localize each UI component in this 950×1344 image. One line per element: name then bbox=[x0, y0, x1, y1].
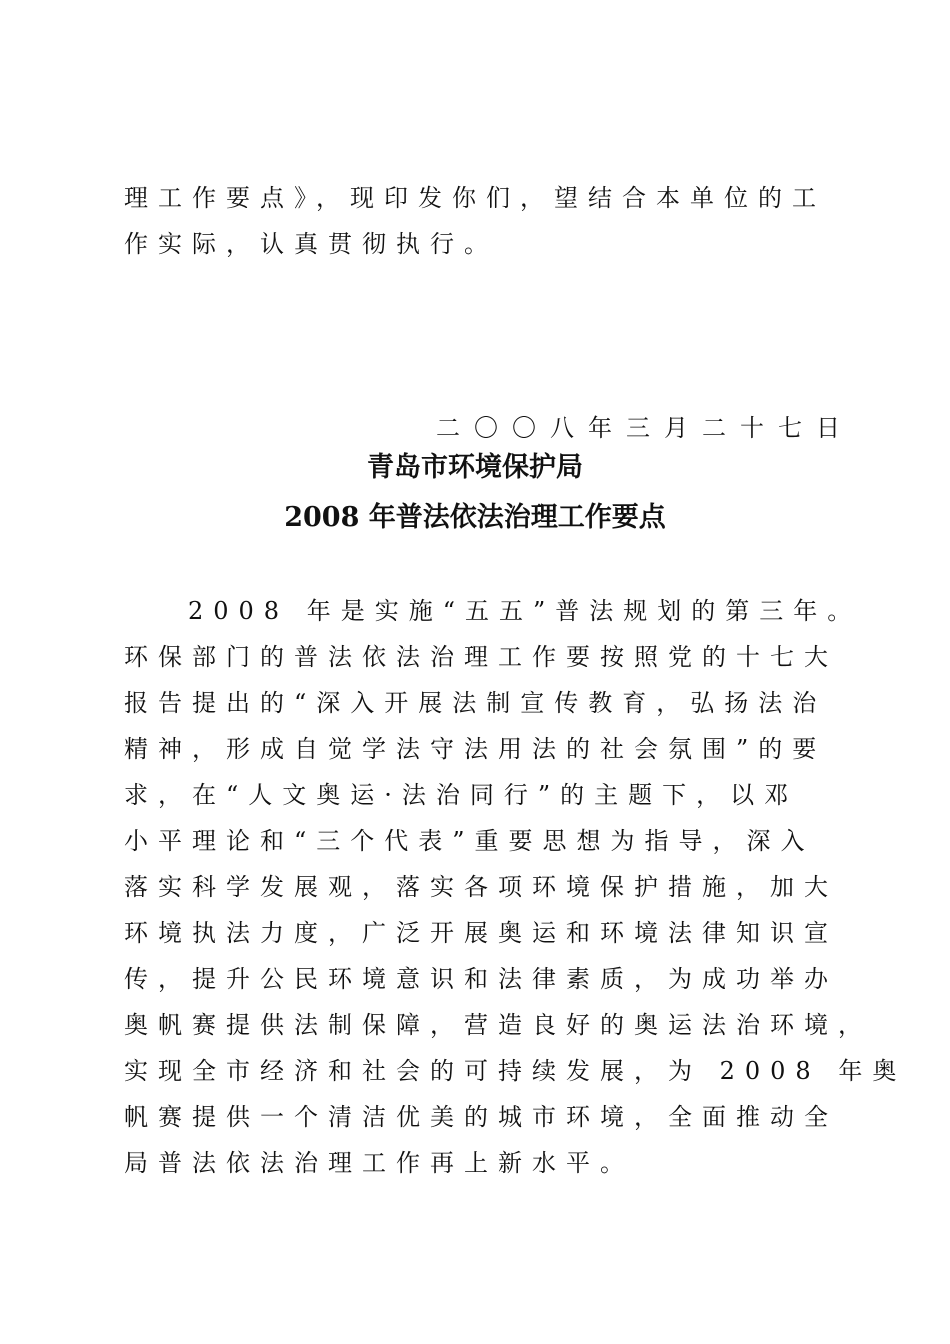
body-line: 求，在“人文奥运·法治同行”的主题下，以邓 bbox=[124, 781, 799, 809]
document-date: 二〇〇八年三月二十七日 bbox=[436, 414, 854, 442]
body-line: 环境执法力度，广泛开展奥运和环境法律知识宣 bbox=[124, 919, 838, 947]
intro-line: 理工作要点》，现印发你们，望结合本单位的工 bbox=[124, 184, 826, 212]
body-line: 奥帆赛提供法制保障，营造良好的奥运法治环境， bbox=[124, 1011, 872, 1039]
body-line: 报告提出的“深入开展法制宣传教育，弘扬法治 bbox=[124, 689, 827, 717]
body-line: 环保部门的普法依法治理工作要按照党的十七大 bbox=[124, 643, 838, 671]
body-line: 帆赛提供一个清洁优美的城市环境，全面推动全 bbox=[124, 1103, 838, 1131]
body-line: 2008 年是实施“五五”普法规划的第三年。 bbox=[188, 597, 862, 625]
body-line: 局普法依法治理工作再上新水平。 bbox=[124, 1149, 634, 1177]
body-line: 落实科学发展观，落实各项环境保护措施，加大 bbox=[124, 873, 838, 901]
body-line: 小平理论和“三个代表”重要思想为指导，深入 bbox=[124, 827, 815, 855]
intro-line: 作实际，认真贯彻执行。 bbox=[124, 230, 498, 258]
body-line: 精神，形成自觉学法守法用法的社会氛围”的要 bbox=[124, 735, 827, 763]
document-title-subject: 2008 年普法依法治理工作要点 bbox=[284, 502, 666, 533]
document-title-org: 青岛市环境保护局 bbox=[367, 452, 583, 483]
body-line: 传，提升公民环境意识和法律素质，为成功举办 bbox=[124, 965, 838, 993]
body-line: 实现全市经济和社会的可持续发展，为 2008 年奥 bbox=[124, 1057, 907, 1085]
